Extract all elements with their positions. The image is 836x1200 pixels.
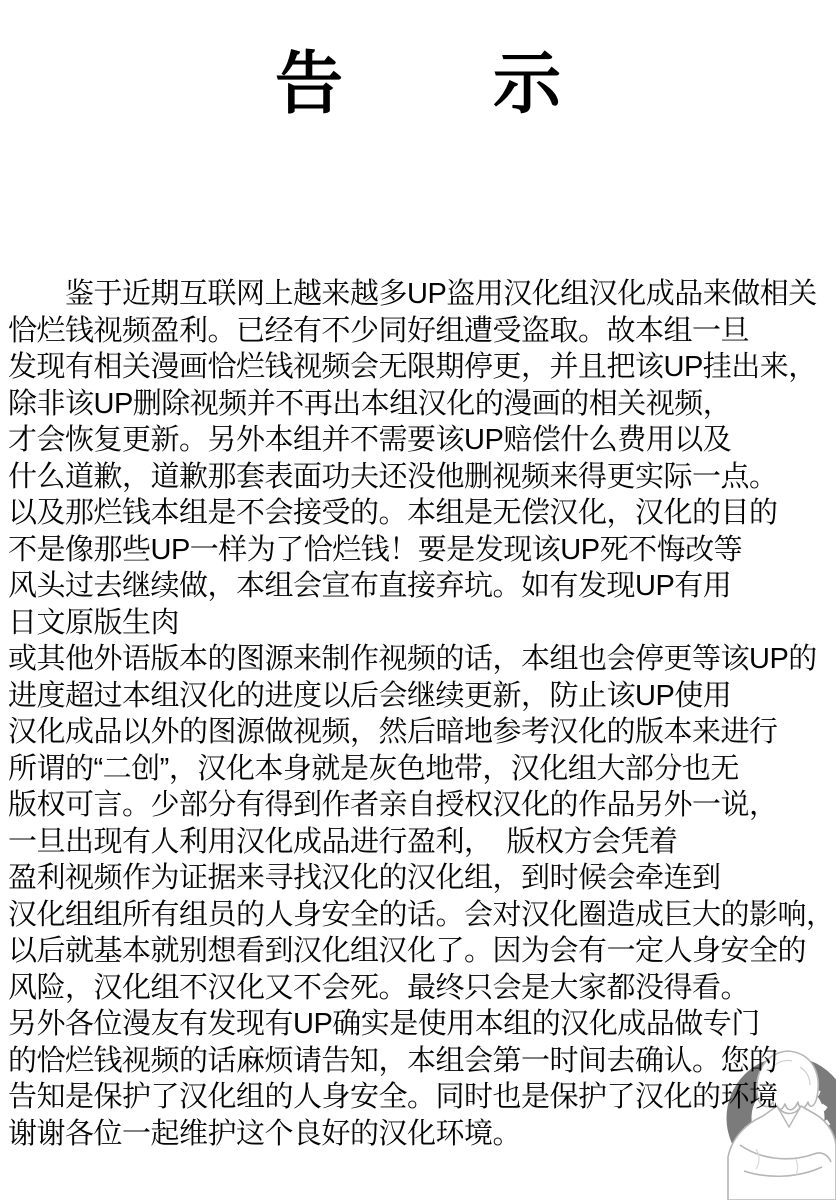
notice-line: 进度超过本组汉化的进度以后会继续更新，防止该UP使用	[8, 679, 732, 712]
notice-line: 汉化组组所有组员的人身安全的话。会对汉化圈造成巨大的影响，	[8, 898, 835, 931]
notice-title-char: 示	[493, 46, 562, 122]
notice-line: 另外各位漫友有发现有UP确实是使用本组的汉化成品做专门	[8, 1008, 760, 1040]
notice-line: 汉化成品以外的图源做视频，然后暗地参考汉化的版本来进行	[8, 716, 778, 748]
notice-title-char: 告	[274, 46, 343, 122]
notice-line: 或其他外语版本的图源来制作视频的话，本组也会停更等该UP的	[8, 643, 817, 675]
notice-line: 盈利视频作为证据来寻找汉化的汉化组，到时候会牵连到	[8, 862, 721, 894]
notice-line: 恰烂钱视频盈利。已经有不少同好组遭受盗取。故本组一旦	[8, 314, 750, 347]
notice-line: 谢谢各位一起维护这个良好的汉化环境。	[8, 1117, 522, 1150]
notice-line: 除非该UP删除视频并不再出本组汉化的漫画的相关视频，	[8, 387, 732, 420]
notice-line: 所谓的“二创”，汉化本身就是灰色地带，汉化组大部分也无	[8, 752, 739, 785]
notice-line: 一旦出现有人利用汉化成品进行盈利， 版权方会凭着	[8, 825, 678, 858]
notice-line: 鉴于近期互联网上越来越多UP盗用汉化组汉化成品来做相关	[8, 278, 817, 310]
notice-title	[0, 40, 836, 128]
notice-body	[8, 276, 836, 1152]
notice-line: 风头过去继续做，本组会宣布直接弃坑。如有发现UP有用	[8, 570, 732, 602]
notice-line: 以后就基本就别想看到汉化组汉化了。因为会有一定人身安全的	[8, 935, 807, 967]
notice-line: 日文原版生肉	[8, 606, 180, 639]
notice-line: 的恰烂钱视频的话麻烦请告知，本组会第一时间去确认。您的	[8, 1044, 778, 1077]
notice-line: 发现有相关漫画恰烂钱视频会无限期停更，并且把该UP挂出来，	[8, 351, 817, 383]
notice-line: 告知是保护了汉化组的人身安全。同时也是保护了汉化的环境	[8, 1081, 778, 1113]
notice-line: 不是像那些UP一样为了恰烂钱！要是发现该UP死不悔改等	[8, 533, 743, 566]
notice-line: 什么道歉，道歉那套表面功夫还没他删视频来得更实际一点。	[8, 460, 778, 493]
notice-line: 以及那烂钱本组是不会接受的。本组是无偿汉化，汉化的目的	[8, 497, 778, 529]
notice-line: 才会恢复更新。另外本组并不需要该UP赔偿什么费用以及	[8, 424, 732, 456]
notice-line: 风险，汉化组不汉化又不会死。最终只会是大家都没得看。	[8, 971, 750, 1004]
notice-line: 版权可言。少部分有得到作者亲自授权汉化的作品另外一说，	[8, 789, 778, 821]
